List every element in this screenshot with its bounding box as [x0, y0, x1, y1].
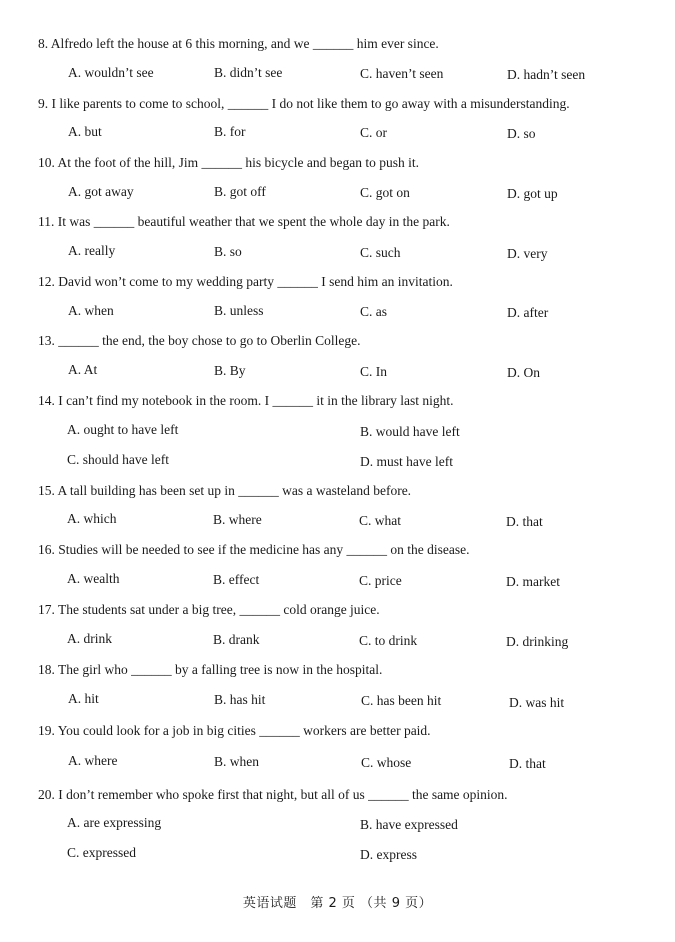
- option-b: B. unless: [214, 303, 264, 318]
- question-8: [38, 36, 439, 52]
- option-d: D. was hit: [509, 695, 565, 710]
- question-15: [38, 483, 411, 499]
- question-stem: Studies will be needed to see if the medicine has any ______ on the disease.: [58, 542, 470, 557]
- option-b: B. where: [213, 512, 262, 527]
- option-a: A. but: [68, 124, 102, 139]
- option-a: A. drink: [67, 631, 112, 646]
- question-number: 15.: [38, 483, 55, 498]
- option-a: A. really: [68, 243, 116, 258]
- question-stem: I can’t find my notebook in the room. I ______ it in the library last night.: [58, 393, 454, 408]
- option-b: B. didn’t see: [214, 65, 283, 80]
- option-d: D. got up: [507, 186, 558, 201]
- option-b: B. have expressed: [360, 817, 458, 832]
- option-d: D. so: [507, 126, 536, 141]
- option-d: D. market: [506, 574, 560, 589]
- option-c: C. haven’t seen: [360, 66, 444, 81]
- question-number: 18.: [38, 662, 55, 677]
- question-stem: I don’t remember who spoke first that night, but all of us ______ the same opinion.: [58, 787, 508, 802]
- option-b: B. for: [214, 124, 246, 139]
- option-d: D. On: [507, 365, 540, 380]
- question-number: 11.: [38, 214, 55, 229]
- question-stem: The students sat under a big tree, ______ cold orange juice.: [58, 602, 380, 617]
- option-c: C. or: [360, 125, 387, 140]
- option-c: C. what: [359, 513, 401, 528]
- question-stem: The girl who ______ by a falling tree is now in the hospital.: [58, 662, 383, 677]
- option-d: D. that: [506, 514, 543, 529]
- question-number: 19.: [38, 723, 55, 738]
- option-b: B. got off: [214, 184, 266, 199]
- question-16: [38, 542, 470, 558]
- option-a: A. wouldn’t see: [68, 65, 154, 80]
- question-14: [38, 393, 454, 409]
- page-footer: 英语试题 第 2 页 （共 9 页）: [242, 896, 433, 911]
- question-stem: ______ the end, the boy chose to go to Oberlin College.: [58, 333, 361, 348]
- option-d: D. express: [360, 847, 417, 862]
- option-a: A. wealth: [67, 571, 120, 586]
- option-c: C. In: [360, 364, 387, 379]
- option-d: D. very: [507, 246, 548, 261]
- option-a: A. got away: [68, 184, 134, 199]
- question-18: [38, 662, 382, 678]
- question-stem: At the foot of the hill, Jim ______ his bicycle and began to push it.: [57, 155, 419, 170]
- option-c: C. should have left: [67, 452, 169, 467]
- question-stem: Alfredo left the house at 6 this morning, and we ______ him ever since.: [50, 36, 439, 51]
- question-12: [38, 274, 453, 290]
- option-b: B. drank: [213, 632, 260, 647]
- option-a: A. At: [68, 362, 98, 377]
- option-d: D. that: [509, 756, 546, 771]
- question-stem: David won’t come to my wedding party ______ I send him an invitation.: [58, 274, 453, 289]
- option-c: C. has been hit: [361, 693, 442, 708]
- option-b: B. By: [214, 363, 246, 378]
- question-stem: You could look for a job in big cities ______ workers are better paid.: [57, 723, 431, 738]
- option-c: C. price: [359, 573, 402, 588]
- question-number: 20.: [38, 787, 55, 802]
- question-stem: It was ______ beautiful weather that we spent the whole day in the park.: [57, 214, 450, 229]
- question-stem: A tall building has been set up in ______ was a wasteland before.: [57, 483, 412, 498]
- option-d: D. must have left: [360, 454, 453, 469]
- option-c: C. to drink: [359, 633, 418, 648]
- question-number: 9.: [38, 96, 49, 111]
- question-number: 10.: [38, 155, 55, 170]
- option-c: C. whose: [361, 755, 412, 770]
- option-b: B. effect: [213, 572, 260, 587]
- question-13: [38, 333, 360, 349]
- question-number: 8.: [38, 36, 49, 51]
- option-a: A. when: [68, 303, 114, 318]
- option-a: A. hit: [68, 691, 99, 706]
- question-11: [38, 214, 450, 230]
- question-number: 17.: [38, 602, 55, 617]
- question-10: [38, 155, 419, 171]
- question-number: 13.: [38, 333, 55, 348]
- option-a: A. where: [68, 753, 118, 768]
- option-c: C. such: [360, 245, 401, 260]
- question-stem: I like parents to come to school, ______ I do not like them to go away with a misunderstanding.: [51, 96, 570, 111]
- option-b: B. when: [214, 754, 259, 769]
- question-9: [38, 96, 570, 112]
- option-b: B. so: [214, 244, 242, 259]
- question-19: [38, 723, 431, 739]
- option-c: C. as: [360, 304, 387, 319]
- option-b: B. has hit: [214, 692, 266, 707]
- question-20: [38, 787, 508, 803]
- option-a: A. are expressing: [67, 815, 162, 830]
- option-a: A. which: [67, 511, 117, 526]
- question-number: 16.: [38, 542, 55, 557]
- option-d: D. after: [507, 305, 549, 320]
- option-a: A. ought to have left: [67, 422, 179, 437]
- option-d: D. drinking: [506, 634, 569, 649]
- question-17: [38, 602, 380, 618]
- option-c: C. expressed: [67, 845, 136, 860]
- option-b: B. would have left: [360, 424, 460, 439]
- question-number: 12.: [38, 274, 55, 289]
- option-d: D. hadn’t seen: [507, 67, 586, 82]
- option-c: C. got on: [360, 185, 410, 200]
- question-number: 14.: [38, 393, 55, 408]
